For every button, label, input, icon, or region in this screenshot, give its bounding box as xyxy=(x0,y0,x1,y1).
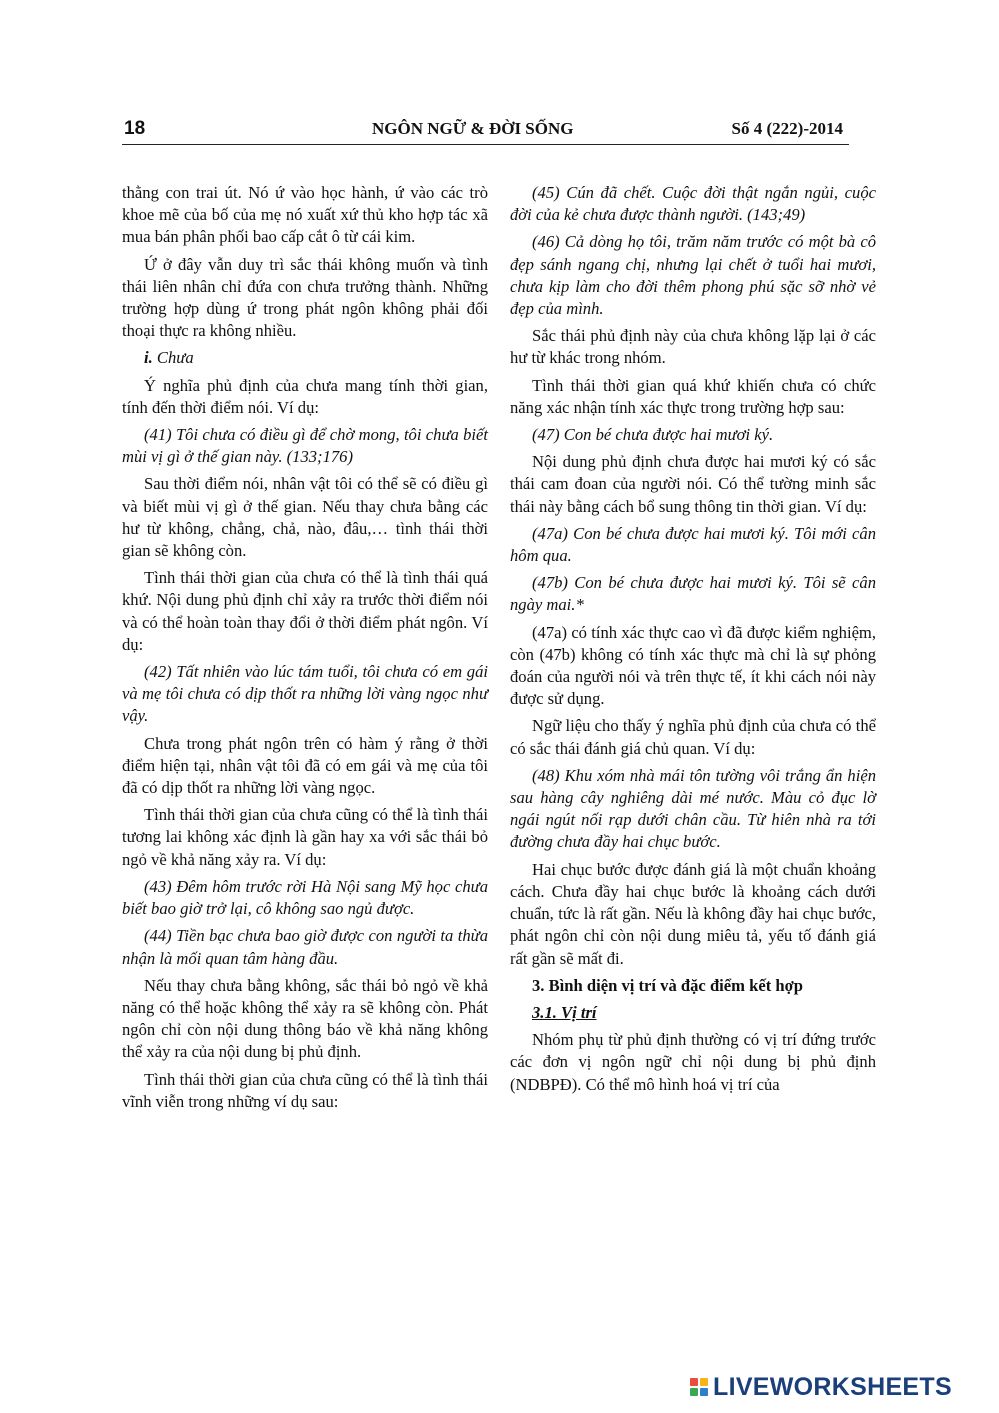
paragraph: Sau thời điểm nói, nhân vật tôi có thể sẽ có điều gì và biết mùi vị gì ở thế gian. Nếu thay chưa bằng các hư từ không, chẳng, chả, nào, đâu,… tình thái thời gian sẽ không còn. xyxy=(122,474,488,561)
example-41: (41) Tôi chưa có điều gì để chờ mong, tôi chưa biết mùi vị gì ở thế gian này. (133;176) xyxy=(122,425,488,467)
logo-square-blue xyxy=(700,1388,708,1396)
paragraph: Ý nghĩa phủ định của chưa mang tính thời gian, tính đến thời điểm nói. Ví dụ: xyxy=(122,375,488,417)
logo-square-green xyxy=(690,1388,698,1396)
liveworksheets-logo-icon xyxy=(690,1378,708,1396)
paragraph: (47a) có tính xác thực cao vì đã được kiểm nghiệm, còn (47b) không có tính xác thực mà chỉ là sự phỏng đoán của người nói và trên thực tế, ít khi cách nói này được sử dụng. xyxy=(510,622,876,709)
paragraph: Tình thái thời gian quá khứ khiến chưa có chức năng xác nhận tính xác thực trong trường hợp sau: xyxy=(510,375,876,417)
subsection-title: 3.1. Vị trí xyxy=(532,1002,597,1022)
paragraph: Sắc thái phủ định này của chưa không lặp lại ở các hư từ khác trong nhóm. xyxy=(510,326,876,368)
subsection-heading xyxy=(510,1002,876,1024)
paragraph: Nội dung phủ định chưa được hai mươi ký có sắc thái cam đoan của người nói. Có thể tường minh sắc thái này bằng cách bổ sung thông tin thời gian. Ví dụ: xyxy=(510,452,876,516)
paragraph: Chưa trong phát ngôn trên có hàm ý rằng ở thời điểm hiện tại, nhân vật tôi đã có em gái và mẹ của tôi đã có dịp thốt ra những lời vàng ngọc. xyxy=(122,733,488,798)
page-header xyxy=(122,116,849,145)
example-48: (48) Khu xóm nhà mái tôn tường vôi trắng ẩn hiện sau hàng cây nghiêng dài mé nước. Màu cỏ đục lờ ngái ngút nối rạp dưới chân cầu. Từ hiên nhà ra tới đường chưa đầy hai chục bước. xyxy=(510,765,876,852)
issue-number: Số 4 (222)-2014 xyxy=(731,119,843,138)
page-number: 18 xyxy=(124,118,146,139)
example-47b: (47b) Con bé chưa được hai mươi ký. Tôi sẽ cân ngày mai.* xyxy=(510,573,876,615)
journal-title: NGÔN NGỮ & ĐỜI SỐNG xyxy=(372,119,574,138)
example-42: (42) Tất nhiên vào lúc tám tuổi, tôi chưa có em gái và mẹ tôi chưa có dịp thốt ra những lời vàng ngọc như vậy. xyxy=(122,662,488,726)
paragraph: thằng con trai út. Nó ứ vào học hành, ứ vào các trò khoe mẽ của bố của mẹ nó xuất xứ thủ kho hợp tác xã mua bán phân phối bao cấp cắt ô từ cái kim. xyxy=(122,183,488,247)
example-47a: (47a) Con bé chưa được hai mươi ký. Tôi mới cân hôm qua. xyxy=(510,523,876,566)
example-47: (47) Con bé chưa được hai mươi ký. xyxy=(532,425,774,445)
example-44: (44) Tiền bạc chưa bao giờ được con người ta thừa nhận là mối quan tâm hàng đầu. xyxy=(122,926,488,968)
section-label xyxy=(122,347,488,369)
paragraph: Tình thái thời gian của chưa có thể là tình thái quá khứ. Nội dung phủ định chỉ xảy ra trước thời điểm nói và có thể hoàn toàn thay đổi ở thời điểm phát ngôn. Ví dụ: xyxy=(122,568,488,654)
liveworksheets-watermark xyxy=(690,1372,952,1402)
paragraph: Nhóm phụ từ phủ định thường có vị trí đứng trước các đơn vị ngôn ngữ chỉ nội dung bị phủ định (NDBPĐ). Có thể mô hình hoá vị trí của xyxy=(510,1030,876,1094)
section-letter: i. xyxy=(144,348,153,368)
logo-square-yellow xyxy=(700,1378,708,1386)
section-heading: 3. Bình diện vị trí và đặc điểm kết hợp xyxy=(532,975,804,995)
paragraph: Hai chục bước được đánh giá là một chuẩn khoảng cách. Chưa đầy hai chục bước là khoảng cách dưới chuẩn, tức là rất gần. Nếu là không đầy hai chục bước, phát ngôn chỉ còn nội dung miêu tả, yếu tố đánh giá rất gần sẽ mất đi. xyxy=(510,859,876,968)
paragraph: Ứ ở đây vẫn duy trì sắc thái không muốn và tình thái liên nhân chỉ đứa con chưa trưởng thành. Những trường hợp dùng ứ trong phát ngôn không phải đối thoại thực ra không nhiều. xyxy=(122,254,488,341)
paragraph: Tình thái thời gian của chưa cũng có thể là tình thái vĩnh viễn trong những ví dụ sau: xyxy=(122,1069,488,1111)
watermark-text: LIVEWORKSHEETS xyxy=(713,1372,952,1401)
example-46: (46) Cả dòng họ tôi, trăm năm trước có một bà cô đẹp sánh ngang chị, nhưng lại chết ở tuổi hai mươi, chưa kịp làm cho đời thêm phong phú sặc sỡ nhờ vẻ đẹp của mình. xyxy=(510,232,876,319)
paragraph: Nếu thay chưa bằng không, sắc thái bỏ ngỏ về khả năng có thể hoặc không thể xảy ra sẽ không còn. Phát ngôn chỉ còn nội dung thông báo về khả năng không thể xảy ra của nội dung bị phủ định. xyxy=(122,975,488,1062)
example-43: (43) Đêm hôm trước rời Hà Nội sang Mỹ học chưa biết bao giờ trở lại, cô không sao ngủ được. xyxy=(122,876,488,919)
paragraph: Ngữ liệu cho thấy ý nghĩa phủ định của chưa có thể có sắc thái đánh giá chủ quan. Ví dụ: xyxy=(510,716,876,758)
right-column xyxy=(510,182,876,1101)
paragraph: Tình thái thời gian của chưa cũng có thể là tình thái tương lai không xác định là gần hay xa với sắc thái bỏ ngỏ về khả năng xảy ra. Ví dụ: xyxy=(122,805,488,869)
left-column xyxy=(122,182,488,1118)
example-45: (45) Cún đã chết. Cuộc đời thật ngắn ngủi, cuộc đời của kẻ chưa được thành người. (143;49) xyxy=(510,183,876,225)
logo-square-red xyxy=(690,1378,698,1386)
section-title: Chưa xyxy=(152,348,194,368)
